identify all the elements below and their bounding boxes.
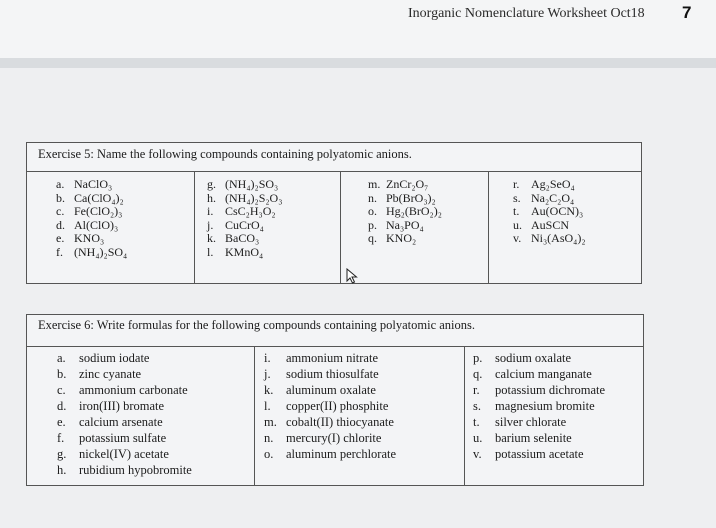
item-text: cobalt(II) thiocyanate [286, 415, 394, 429]
exercise-6-column-3 [465, 347, 643, 485]
list-item [56, 232, 127, 246]
list-item [207, 205, 282, 219]
item-text: Na₃PO₄ [386, 217, 424, 232]
item-text: calcium arsenate [79, 415, 163, 429]
item-label: b. [56, 190, 65, 205]
exercise-5-list-3 [368, 178, 442, 246]
item-label: e. [56, 231, 65, 246]
list-item [207, 192, 282, 206]
list-item [264, 446, 396, 462]
item-text: Pb(BrO₃)₂ [386, 190, 436, 205]
list-item [57, 446, 192, 462]
item-text: KMnO₄ [225, 244, 264, 259]
page-number: 7 [682, 3, 692, 22]
item-text: CuCrO₄ [225, 217, 264, 232]
list-item [57, 366, 192, 382]
list-item [368, 232, 442, 246]
list-item [57, 398, 192, 414]
item-text: KNO₂ [386, 231, 417, 246]
item-text: ammonium nitrate [286, 351, 378, 365]
item-label: t. [513, 204, 520, 219]
item-label: u. [473, 431, 483, 445]
exercise-5-box [26, 142, 642, 284]
list-item [473, 366, 605, 382]
mouse-cursor-icon [346, 268, 358, 284]
item-text: NaClO₃ [74, 177, 113, 191]
item-label: i. [207, 204, 214, 219]
item-label: l. [264, 399, 271, 413]
item-label: h. [207, 190, 216, 205]
item-text: Ca(ClO₄)₂ [74, 190, 124, 205]
item-text: magnesium bromite [495, 399, 595, 413]
item-label: v. [473, 447, 482, 461]
item-label: v. [513, 231, 522, 246]
item-label: g. [207, 177, 216, 191]
list-item [57, 350, 192, 366]
item-label: u. [513, 217, 522, 232]
exercise-6-list-3 [473, 350, 605, 462]
list-item [513, 232, 586, 246]
list-item [513, 178, 586, 192]
item-label: o. [368, 204, 377, 219]
item-label: f. [56, 244, 63, 259]
item-text: Na₂C₂O₄ [531, 190, 575, 205]
item-label: c. [57, 383, 66, 397]
page-top-sheet [0, 0, 716, 58]
exercise-6-list-2 [264, 350, 396, 462]
exercise-5-column-2 [195, 172, 341, 283]
item-text: copper(II) phosphite [286, 399, 389, 413]
list-item [473, 446, 605, 462]
item-text: sodium thiosulfate [286, 367, 379, 381]
item-label: s. [473, 399, 481, 413]
item-label: d. [56, 217, 65, 232]
exercise-6-list-1 [57, 350, 192, 478]
item-text: KNO₃ [74, 231, 105, 246]
list-item [368, 205, 442, 219]
item-label: t. [473, 415, 480, 429]
exercise-6-column-2 [255, 347, 465, 485]
list-item [264, 350, 396, 366]
exercise-5-column-3 [341, 172, 489, 283]
item-label: h. [57, 463, 67, 477]
list-item [513, 192, 586, 206]
item-text: (NH₄)₂SO₄ [74, 244, 128, 259]
list-item [56, 178, 127, 192]
item-text: zinc cyanate [79, 367, 142, 381]
item-text: CsC₂H₃O₂ [225, 204, 276, 219]
item-text: (NH₄)₂S₂O₃ [225, 190, 283, 205]
item-label: c. [56, 204, 65, 219]
list-item [264, 382, 396, 398]
item-text: Hg₂(BrO₂)₂ [386, 204, 442, 219]
list-item [264, 430, 396, 446]
item-text: rubidium hypobromite [79, 463, 192, 477]
item-text: ZnCr₂O₇ [386, 177, 429, 191]
item-text: iron(III) bromate [79, 399, 165, 413]
item-text: Al(ClO)₃ [74, 217, 119, 232]
item-label: f. [57, 431, 65, 445]
item-label: e. [57, 415, 66, 429]
list-item [368, 178, 442, 192]
item-text: calcium manganate [495, 367, 592, 381]
item-text: AuSCN [531, 217, 570, 232]
item-text: barium selenite [495, 431, 572, 445]
item-label: k. [264, 383, 274, 397]
list-item [368, 219, 442, 233]
item-text: aluminum perchlorate [286, 447, 397, 461]
item-label: b. [57, 367, 67, 381]
item-label: q. [473, 367, 483, 381]
item-label: s. [513, 190, 521, 205]
list-item [513, 219, 586, 233]
page-header-title: Inorganic Nomenclature Worksheet Oct18 [408, 6, 645, 21]
item-text: Au(OCN)₃ [531, 204, 584, 219]
list-item [473, 430, 605, 446]
list-item [473, 414, 605, 430]
list-item [56, 246, 127, 260]
item-label: o. [264, 447, 274, 461]
item-label: m. [368, 177, 381, 191]
list-item [264, 414, 396, 430]
exercise-6-box [26, 314, 644, 486]
item-label: n. [264, 431, 274, 445]
list-item [473, 382, 605, 398]
item-label: j. [264, 367, 271, 381]
exercise-6-column-1 [27, 347, 255, 485]
item-label: r. [473, 383, 480, 397]
list-item [57, 430, 192, 446]
list-item [513, 205, 586, 219]
item-label: g. [57, 447, 67, 461]
item-label: i. [264, 351, 271, 365]
list-item [57, 462, 192, 478]
list-item [473, 350, 605, 366]
item-label: n. [368, 190, 377, 205]
list-item [56, 205, 127, 219]
item-text: (NH₄)₂SO₃ [225, 177, 279, 191]
list-item [56, 192, 127, 206]
page-break [0, 58, 716, 68]
item-text: BaCO₃ [225, 231, 260, 246]
list-item [264, 398, 396, 414]
item-label: k. [207, 231, 216, 246]
item-label: d. [57, 399, 67, 413]
item-label: a. [56, 177, 65, 191]
item-text: sodium iodate [79, 351, 150, 365]
item-text: ammonium carbonate [79, 383, 188, 397]
exercise-5-column-1 [27, 172, 195, 283]
item-text: potassium acetate [495, 447, 584, 461]
item-label: l. [207, 244, 214, 259]
list-item [473, 398, 605, 414]
item-text: potassium dichromate [495, 383, 606, 397]
item-text: aluminum oxalate [286, 383, 376, 397]
item-label: p. [473, 351, 483, 365]
list-item [368, 192, 442, 206]
item-text: sodium oxalate [495, 351, 572, 365]
item-label: r. [513, 177, 520, 191]
exercise-5-list-2 [207, 178, 282, 260]
item-label: m. [264, 415, 277, 429]
item-text: Ag₂SeO₄ [531, 177, 575, 191]
item-label: q. [368, 231, 377, 246]
list-item [57, 414, 192, 430]
exercise-5-list-1 [56, 178, 127, 260]
item-text: mercury(I) chlorite [286, 431, 382, 445]
item-label: p. [368, 217, 377, 232]
exercise-5-list-4 [513, 178, 586, 246]
item-label: a. [57, 351, 66, 365]
exercise-6-heading: Exercise 6: Write formulas for the following compounds containing polyatomic anions. [27, 315, 643, 347]
item-text: nickel(IV) acetate [79, 447, 169, 461]
list-item [57, 382, 192, 398]
item-text: Ni₃(AsO₄)₂ [531, 231, 586, 246]
list-item [207, 246, 282, 260]
list-item [56, 219, 127, 233]
item-label: j. [207, 217, 214, 232]
exercise-5-heading: Exercise 5: Name the following compounds containing polyatomic anions. [27, 143, 641, 172]
list-item [207, 232, 282, 246]
item-text: silver chlorate [495, 415, 567, 429]
item-text: potassium sulfate [79, 431, 167, 445]
list-item [264, 366, 396, 382]
item-text: Fe(ClO₂)₃ [74, 204, 123, 219]
list-item [207, 178, 282, 192]
exercise-5-column-4 [489, 172, 641, 283]
list-item [207, 219, 282, 233]
